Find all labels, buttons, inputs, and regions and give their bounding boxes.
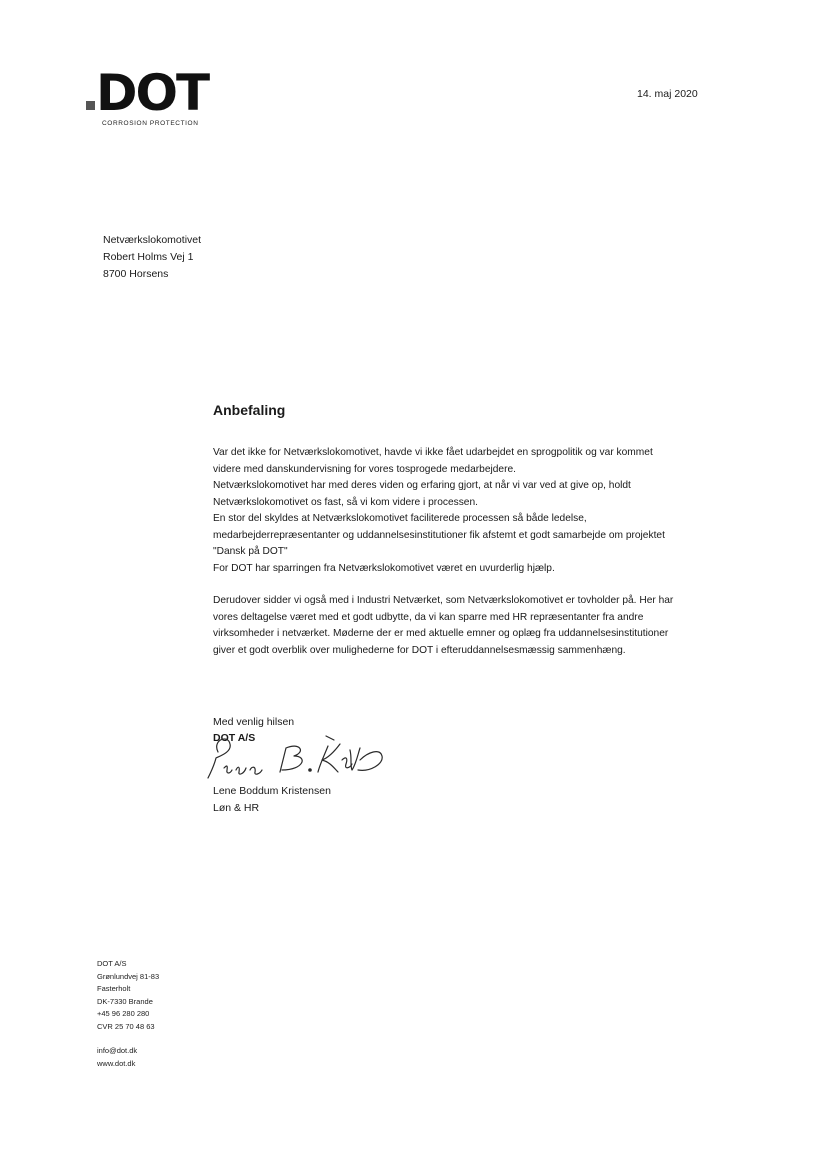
- recipient-city: 8700 Horsens: [103, 268, 169, 280]
- logo-wordmark: DOT: [96, 64, 209, 122]
- body-line: medarbejderrepræsentanter og uddannelsesinstitutioner fik afstemt et godt samarbejde om projektet: [213, 529, 665, 541]
- body-line: En stor del skyldes at Netværkslokomotivet faciliterede processen så både ledelse,: [213, 513, 587, 524]
- recipient-name: Netværkslokomotivet: [103, 234, 202, 246]
- letter-body: [213, 445, 713, 675]
- footer-postal: DK-7330 Brande: [97, 996, 153, 1006]
- footer-street: Grønlundvej 81-83: [97, 971, 160, 981]
- handwritten-signature: [200, 730, 390, 785]
- footer-town: Fasterholt: [97, 984, 131, 993]
- body-line: Netværkslokomotivet os fast, så vi kom videre i processen.: [213, 496, 478, 508]
- body-line: giver et godt overblik over mulighederne for DOT i efteruddannelsesmæssig sammenhæng.: [213, 644, 626, 656]
- body-line: videre med danskundervisning for vores tosprogede medarbejdere.: [213, 463, 516, 475]
- letter-date: 14. maj 2020: [637, 88, 698, 100]
- body-line: vores deltagelse været med et godt udbytte, da vi kan sparre med HR repræsentanter fra andre: [213, 611, 644, 623]
- footer-email: info@dot.dk: [97, 1046, 138, 1055]
- body-line: "Dansk på DOT": [213, 546, 288, 557]
- body-line: virksomheder i netværket. Møderne der er med aktuelle emner og oplæg fra uddannelsesinstitutioner: [213, 628, 669, 639]
- footer-company: DOT A/S: [97, 959, 127, 968]
- footer-contact: [97, 958, 159, 1070]
- signer-block: [213, 783, 331, 817]
- closing-greeting: Med venlig hilsen: [213, 716, 295, 728]
- body-line: Derudover sidder vi også med i Industri Netværket, som Netværkslokomotivet er tovholder på. Her har: [213, 595, 674, 606]
- company-logo: [86, 64, 226, 134]
- recipient-address: [103, 232, 201, 283]
- footer-web: www.dot.dk: [97, 1058, 136, 1068]
- footer-phone: +45 96 280 280: [97, 1009, 150, 1018]
- signer-title: Løn & HR: [213, 802, 260, 814]
- body-line: For DOT har sparringen fra Netværkslokomotivet været en uvurderlig hjælp.: [213, 562, 555, 574]
- logo-tagline: CORROSION PROTECTION: [102, 120, 199, 127]
- signer-name: Lene Boddum Kristensen: [213, 785, 331, 797]
- footer-spacer: [97, 1033, 159, 1045]
- recipient-street: Robert Holms Vej 1: [103, 251, 194, 263]
- body-line: Var det ikke for Netværkslokomotivet, havde vi ikke fået udarbejdet en sprogpolitik og var kommet: [213, 447, 653, 458]
- letter-heading: Anbefaling: [213, 402, 286, 418]
- logo-square-mark: [86, 101, 95, 110]
- body-paragraph-1: [213, 445, 713, 577]
- body-paragraph-2: [213, 593, 713, 659]
- footer-cvr: CVR 25 70 48 63: [97, 1021, 155, 1031]
- body-line: Netværkslokomotivet har med deres viden og erfaring gjort, at når vi var ved at give op, holdt: [213, 480, 631, 491]
- closing-company: DOT A/S: [213, 732, 256, 744]
